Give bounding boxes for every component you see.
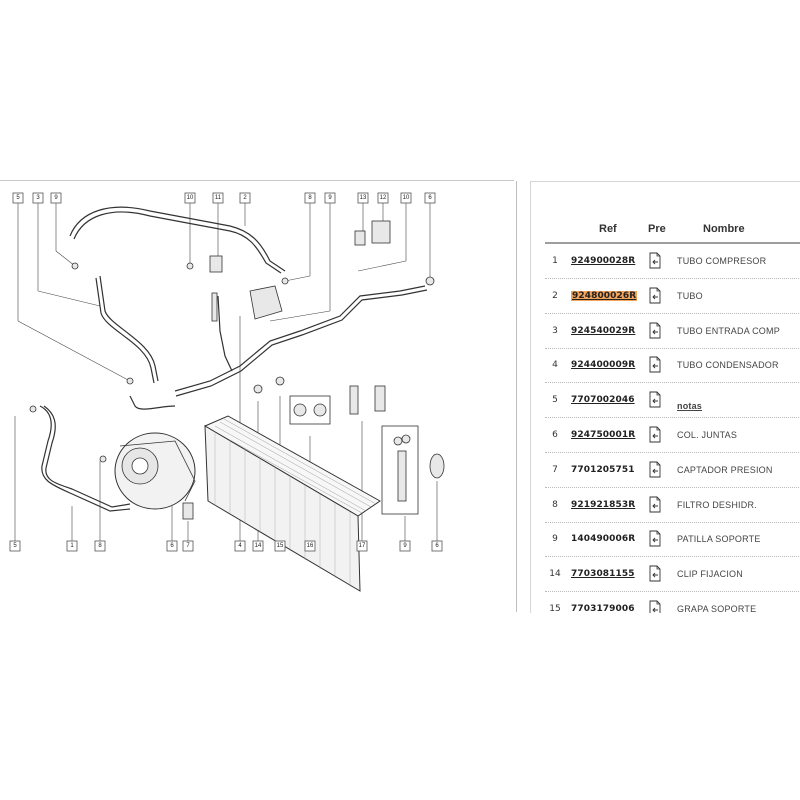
- svg-text:5: 5: [16, 195, 20, 201]
- svg-text:15: 15: [276, 543, 284, 549]
- svg-text:9: 9: [328, 195, 332, 201]
- callout-13[interactable]: [358, 193, 368, 203]
- svg-text:9: 9: [54, 195, 58, 201]
- part-name: CLIP FIJACION: [677, 569, 743, 580]
- callout-4[interactable]: [235, 541, 245, 551]
- table-row[interactable]: [545, 522, 800, 557]
- svg-text:5: 5: [13, 543, 17, 549]
- parts-list-panel: [530, 181, 800, 613]
- svg-text:17: 17: [358, 543, 366, 549]
- svg-text:6: 6: [170, 543, 174, 549]
- callout-5-top[interactable]: [13, 193, 23, 203]
- document-arrow-icon[interactable]: [648, 426, 662, 443]
- part-ref-link[interactable]: 7701205751: [571, 464, 635, 475]
- table-row[interactable]: [545, 453, 800, 488]
- callout-17[interactable]: [357, 541, 367, 551]
- callout-12[interactable]: [378, 193, 388, 203]
- row-number: 2: [552, 290, 558, 301]
- part-ref-link[interactable]: 924540029R: [571, 325, 636, 336]
- document-arrow-icon[interactable]: [648, 565, 662, 582]
- document-arrow-icon[interactable]: [648, 530, 662, 547]
- svg-text:9: 9: [403, 543, 407, 549]
- part-ref-link[interactable]: 921921853R: [571, 499, 636, 510]
- row-number: 4: [552, 360, 558, 371]
- notes-link[interactable]: notas: [677, 401, 703, 412]
- svg-text:16: 16: [306, 543, 314, 549]
- callout-6-top[interactable]: [425, 193, 435, 203]
- table-row[interactable]: [545, 314, 800, 349]
- part-name: CAPTADOR PRESION: [677, 464, 773, 475]
- row-number: 3: [552, 325, 558, 336]
- table-row[interactable]: [545, 279, 800, 314]
- svg-text:4: 4: [238, 543, 242, 549]
- part-name: TUBO: [677, 290, 703, 301]
- callout-10b[interactable]: [401, 193, 411, 203]
- header-ref: Ref: [599, 223, 617, 235]
- table-header: [545, 216, 800, 244]
- part-name: COL. JUNTAS: [677, 430, 738, 440]
- table-row[interactable]: [545, 418, 800, 453]
- callout-6-bot[interactable]: [167, 541, 177, 551]
- document-arrow-icon[interactable]: [648, 461, 662, 478]
- document-arrow-icon[interactable]: [648, 356, 662, 373]
- part-ref-link[interactable]: 140490006R: [571, 534, 636, 545]
- document-arrow-icon[interactable]: [648, 391, 662, 408]
- part-ref-link[interactable]: 7707002046: [571, 395, 635, 406]
- table-row[interactable]: [545, 348, 800, 383]
- panel-divider: [516, 181, 517, 612]
- callout-11[interactable]: [213, 193, 223, 203]
- svg-text:10: 10: [186, 195, 194, 201]
- row-number: 9: [552, 534, 558, 545]
- svg-text:7: 7: [186, 543, 190, 549]
- part-ref-link[interactable]: 7703081155: [571, 569, 635, 580]
- svg-text:11: 11: [214, 195, 222, 201]
- svg-text:13: 13: [359, 195, 367, 201]
- table-row[interactable]: [545, 244, 800, 279]
- part-ref-link[interactable]: 924800026R: [572, 290, 637, 301]
- svg-text:12: 12: [379, 195, 387, 201]
- svg-text:2: 2: [243, 195, 247, 201]
- svg-text:8: 8: [98, 543, 102, 549]
- callout-6-right[interactable]: [432, 541, 442, 551]
- document-arrow-icon[interactable]: [648, 496, 662, 513]
- part-ref-link[interactable]: 7703179006: [571, 604, 635, 613]
- parts-table: [545, 216, 800, 613]
- svg-text:6: 6: [428, 195, 432, 201]
- row-number: 14: [549, 569, 561, 580]
- row-number: 7: [552, 464, 558, 475]
- part-name: TUBO CONDENSADOR: [677, 360, 779, 371]
- part-name: FILTRO DESHIDR.: [677, 499, 757, 510]
- callout-14[interactable]: [253, 541, 263, 551]
- callout-15[interactable]: [275, 541, 285, 551]
- part-name: TUBO ENTRADA COMP: [677, 325, 780, 336]
- table-row[interactable]: [545, 488, 800, 523]
- part-name: TUBO COMPRESOR: [677, 256, 767, 266]
- callout-8-bot[interactable]: [95, 541, 105, 551]
- svg-text:6: 6: [435, 543, 439, 549]
- callout-9b[interactable]: [325, 193, 335, 203]
- callout-3[interactable]: [33, 193, 43, 203]
- table-row[interactable]: [545, 592, 800, 613]
- row-number: 15: [549, 604, 561, 613]
- svg-text:1: 1: [70, 543, 74, 549]
- document-arrow-icon[interactable]: [648, 252, 662, 269]
- table-row[interactable]: [545, 383, 800, 418]
- callout-16[interactable]: [305, 541, 315, 551]
- svg-text:3: 3: [36, 195, 40, 201]
- part-ref-link[interactable]: 924400009R: [571, 360, 636, 371]
- row-number: 8: [552, 499, 558, 510]
- callout-9-bot[interactable]: [400, 541, 410, 551]
- table-row[interactable]: [545, 557, 800, 592]
- part-ref-link[interactable]: 924900028R: [571, 256, 636, 266]
- callout-2[interactable]: [240, 193, 250, 203]
- callout-8-top[interactable]: [305, 193, 315, 203]
- exploded-parts-diagram: [0, 181, 514, 608]
- condenser: [205, 416, 380, 591]
- svg-text:14: 14: [254, 543, 262, 549]
- header-pre: Pre: [648, 223, 666, 235]
- callout-10-top[interactable]: [185, 193, 195, 203]
- document-arrow-icon[interactable]: [648, 600, 662, 613]
- row-number: 5: [552, 395, 558, 406]
- compressor: [115, 433, 195, 509]
- part-ref-link[interactable]: 924750001R: [571, 430, 636, 440]
- svg-text:8: 8: [308, 195, 312, 201]
- part-name: GRAPA SOPORTE: [677, 604, 757, 613]
- header-name: Nombre: [703, 223, 745, 235]
- callout-7[interactable]: [183, 541, 193, 551]
- callout-9-top[interactable]: [51, 193, 61, 203]
- row-number: 1: [552, 256, 558, 266]
- svg-text:10: 10: [402, 195, 410, 201]
- part-name: PATILLA SOPORTE: [677, 534, 761, 545]
- callout-5-bot[interactable]: [10, 541, 20, 551]
- row-number: 6: [552, 430, 558, 440]
- document-arrow-icon[interactable]: [648, 287, 662, 304]
- document-arrow-icon[interactable]: [648, 322, 662, 339]
- callout-1[interactable]: [67, 541, 77, 551]
